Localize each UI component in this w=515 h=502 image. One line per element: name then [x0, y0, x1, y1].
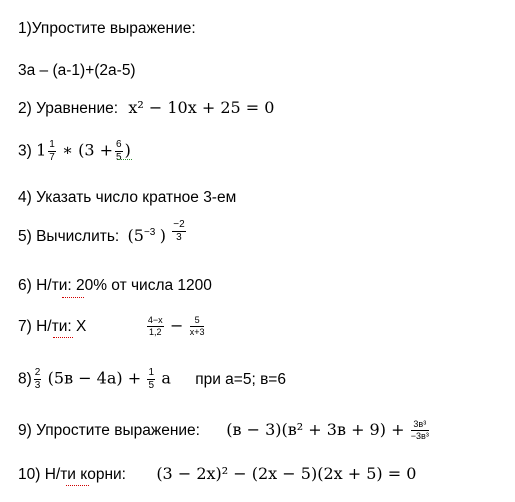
- task-9: [18, 420, 431, 441]
- task-5-denominator: 3: [176, 232, 182, 244]
- task-5-close: ): [159, 226, 166, 245]
- grammar-squiggle: [118, 156, 132, 160]
- task-9-denominator: −3в³: [410, 431, 429, 442]
- task-10-label: 10) Н/ти корни:: [18, 466, 126, 483]
- task-3-denominator: 7: [49, 152, 55, 163]
- task-3-close: ): [124, 140, 131, 160]
- spelling-squiggle: [53, 334, 73, 338]
- task-10: [18, 464, 416, 484]
- task-10-equation: (3 − 2x)² − (2x − 5)(2x + 5) = 0: [156, 464, 417, 483]
- task-5-base: (5: [127, 226, 144, 245]
- task-5-numerator: −2: [173, 219, 185, 231]
- task-1-expression: 3а – (а-1)+(2а-5): [18, 62, 136, 79]
- task-6: 6) Н/ти: 20% от числа 1200: [18, 277, 212, 294]
- task-4: 4) Указать число кратное 3-ем: [18, 189, 237, 206]
- task-8-numerator-2: 1: [148, 367, 155, 378]
- task-3-numerator: 1: [49, 139, 55, 150]
- spelling-squiggle: [66, 482, 89, 486]
- task-7-numerator-2: 5: [190, 316, 205, 327]
- task-9-label: 9) Упростите выражение:: [18, 422, 200, 439]
- task-3-denominator-2: 5: [116, 152, 122, 163]
- task-9-expression: (в − 3)(в² + 3в + 9) +: [226, 420, 405, 439]
- task-8-numerator-1: 2: [34, 367, 41, 378]
- task-8-denominator-2: 5: [148, 380, 155, 391]
- task-3: [18, 140, 131, 163]
- task-7: [18, 316, 206, 337]
- spelling-squiggle: [62, 294, 84, 298]
- task-8-fraction-2: [147, 368, 155, 391]
- task-3-middle: ∗ (3 +: [62, 140, 114, 160]
- task-8-label: 8): [18, 370, 32, 388]
- task-2: [18, 98, 274, 118]
- task-1-title: 1)Упростите выражение:: [18, 20, 196, 37]
- task-8-fraction-1: [34, 368, 42, 391]
- task-8-condition: при а=5; в=6: [195, 370, 286, 388]
- task-9-numerator: 3в³: [411, 420, 429, 431]
- task-8-denominator-1: 3: [34, 380, 41, 391]
- task-5: [18, 219, 188, 246]
- task-7-fraction-2: [190, 316, 205, 337]
- task-7-denominator-1: 1,2: [149, 327, 162, 338]
- task-5-label: 5) Вычислить:: [18, 228, 120, 245]
- task-3-whole: 1: [36, 140, 47, 160]
- task-8-variable: а: [161, 368, 171, 388]
- task-8: [18, 368, 286, 391]
- task-7-minus: −: [170, 316, 184, 335]
- task-7-fraction-1: [147, 316, 164, 337]
- task-2-label: 2) Уравнение:: [18, 100, 119, 117]
- task-9-fraction: [411, 420, 429, 441]
- task-7-label: 7) Н/ти: Х: [18, 318, 87, 335]
- task-3-fraction: [48, 140, 56, 163]
- task-8-middle: (5в − 4а) +: [47, 368, 142, 388]
- task-3-numerator-2: 6: [116, 139, 122, 150]
- task-5-exponent: −3: [143, 226, 156, 238]
- task-7-denominator-2: x+3: [189, 327, 205, 338]
- task-3-label: 3): [18, 142, 32, 160]
- task-5-fraction: [172, 220, 185, 243]
- task-2-equation: x² − 10x + 25 = 0: [128, 98, 275, 117]
- task-7-numerator-1: 4−x: [147, 315, 163, 326]
